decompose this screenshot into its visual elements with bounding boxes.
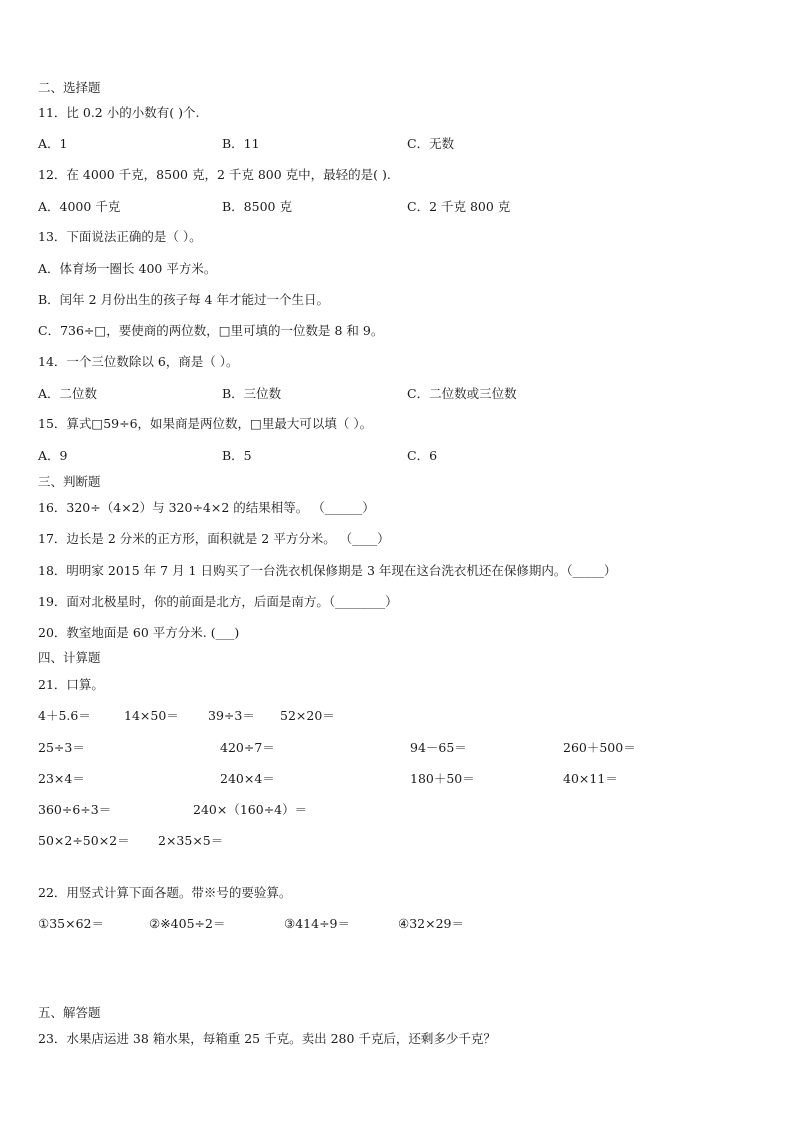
- oral-calc-item: 23×4＝: [38, 771, 85, 786]
- question-14: 14．一个三位数除以 6，商是（ ）。: [38, 354, 239, 369]
- question-17: 17．边长是 2 分米的正方形，面积就是 2 平方分米。 （____）: [38, 531, 390, 546]
- q14-option-a: A．二位数: [38, 386, 98, 401]
- question-20: 20．教室地面是 60 平方分米. (___): [38, 625, 240, 640]
- q12-option-a: A．4000 千克: [38, 199, 121, 214]
- section-heading-word-problems: 五、解答题: [38, 1005, 101, 1020]
- question-11: 11．比 0.2 小的小数有( )个.: [38, 105, 200, 120]
- question-22: 22．用竖式计算下面各题。带※号的要验算。: [38, 885, 292, 900]
- question-12: 12．在 4000 千克，8500 克，2 千克 800 克中，最轻的是( ).: [38, 167, 391, 182]
- q14-option-c: C．二位数或三位数: [407, 386, 517, 401]
- oral-calc-item: 180＋50＝: [410, 771, 475, 786]
- oral-calc-item: 14×50＝: [124, 708, 179, 723]
- vertical-calc-item: ①35×62＝: [38, 916, 104, 931]
- vertical-calc-item: ③414÷9＝: [284, 916, 350, 931]
- oral-calc-item: 420÷7＝: [220, 740, 275, 755]
- question-13: 13．下面说法正确的是（ ）。: [38, 229, 202, 244]
- question-19: 19．面对北极星时，你的前面是北方，后面是南方。（________）: [38, 594, 398, 609]
- q11-option-c: C．无数: [407, 136, 455, 151]
- q13-option-c: C．736÷□，要使商的两位数，□里可填的一位数是 8 和 9。: [38, 323, 384, 338]
- q12-option-b: B．8500 克: [222, 199, 292, 214]
- q13-option-a: A．体育场一圈长 400 平方米。: [38, 261, 217, 276]
- oral-calc-item: 240×4＝: [220, 771, 275, 786]
- oral-calc-item: 2×35×5＝: [158, 833, 224, 848]
- q15-option-a: A．9: [38, 448, 68, 463]
- question-21: 21．口算。: [38, 677, 104, 692]
- vertical-calc-item: ②※405÷2＝: [149, 916, 226, 931]
- q14-option-b: B．三位数: [222, 386, 282, 401]
- oral-calc-item: 39÷3＝: [208, 708, 255, 723]
- oral-calc-item: 40×11＝: [563, 771, 618, 786]
- oral-calc-item: 4＋5.6＝: [38, 708, 91, 723]
- section-heading-judgement: 三、判断题: [38, 474, 101, 489]
- question-18: 18．明明家 2015 年 7 月 1 日购买了一台洗衣机保修期是 3 年现在这台洗衣机还在保修期内。（_____）: [38, 563, 617, 578]
- oral-calc-item: 52×20＝: [280, 708, 335, 723]
- section-heading-choice: 二、选择题: [38, 80, 101, 95]
- q11-option-b: B．11: [222, 136, 260, 151]
- q13-option-b: B．闰年 2 月份出生的孩子每 4 年才能过一个生日。: [38, 292, 329, 307]
- vertical-calc-item: ④32×29＝: [398, 916, 464, 931]
- q15-option-b: B．5: [222, 448, 252, 463]
- oral-calc-item: 240×（160÷4）＝: [193, 802, 308, 817]
- q11-option-a: A．1: [38, 136, 68, 151]
- question-16: 16．320÷（4×2）与 320÷4×2 的结果相等。 （______）: [38, 500, 375, 515]
- question-23: 23．水果店运进 38 箱水果，每箱重 25 千克。卖出 280 千克后，还剩多少千克？: [38, 1031, 496, 1046]
- section-heading-calculation: 四、计算题: [38, 650, 101, 665]
- question-15: 15．算式□59÷6，如果商是两位数，□里最大可以填（ ）。: [38, 416, 373, 431]
- oral-calc-item: 25÷3＝: [38, 740, 85, 755]
- oral-calc-item: 360÷6÷3＝: [38, 802, 112, 817]
- oral-calc-item: 50×2÷50×2＝: [38, 833, 130, 848]
- oral-calc-item: 260＋500＝: [563, 740, 636, 755]
- q12-option-c: C．2 千克 800 克: [407, 199, 511, 214]
- oral-calc-item: 94－65＝: [410, 740, 467, 755]
- q15-option-c: C．6: [407, 448, 438, 463]
